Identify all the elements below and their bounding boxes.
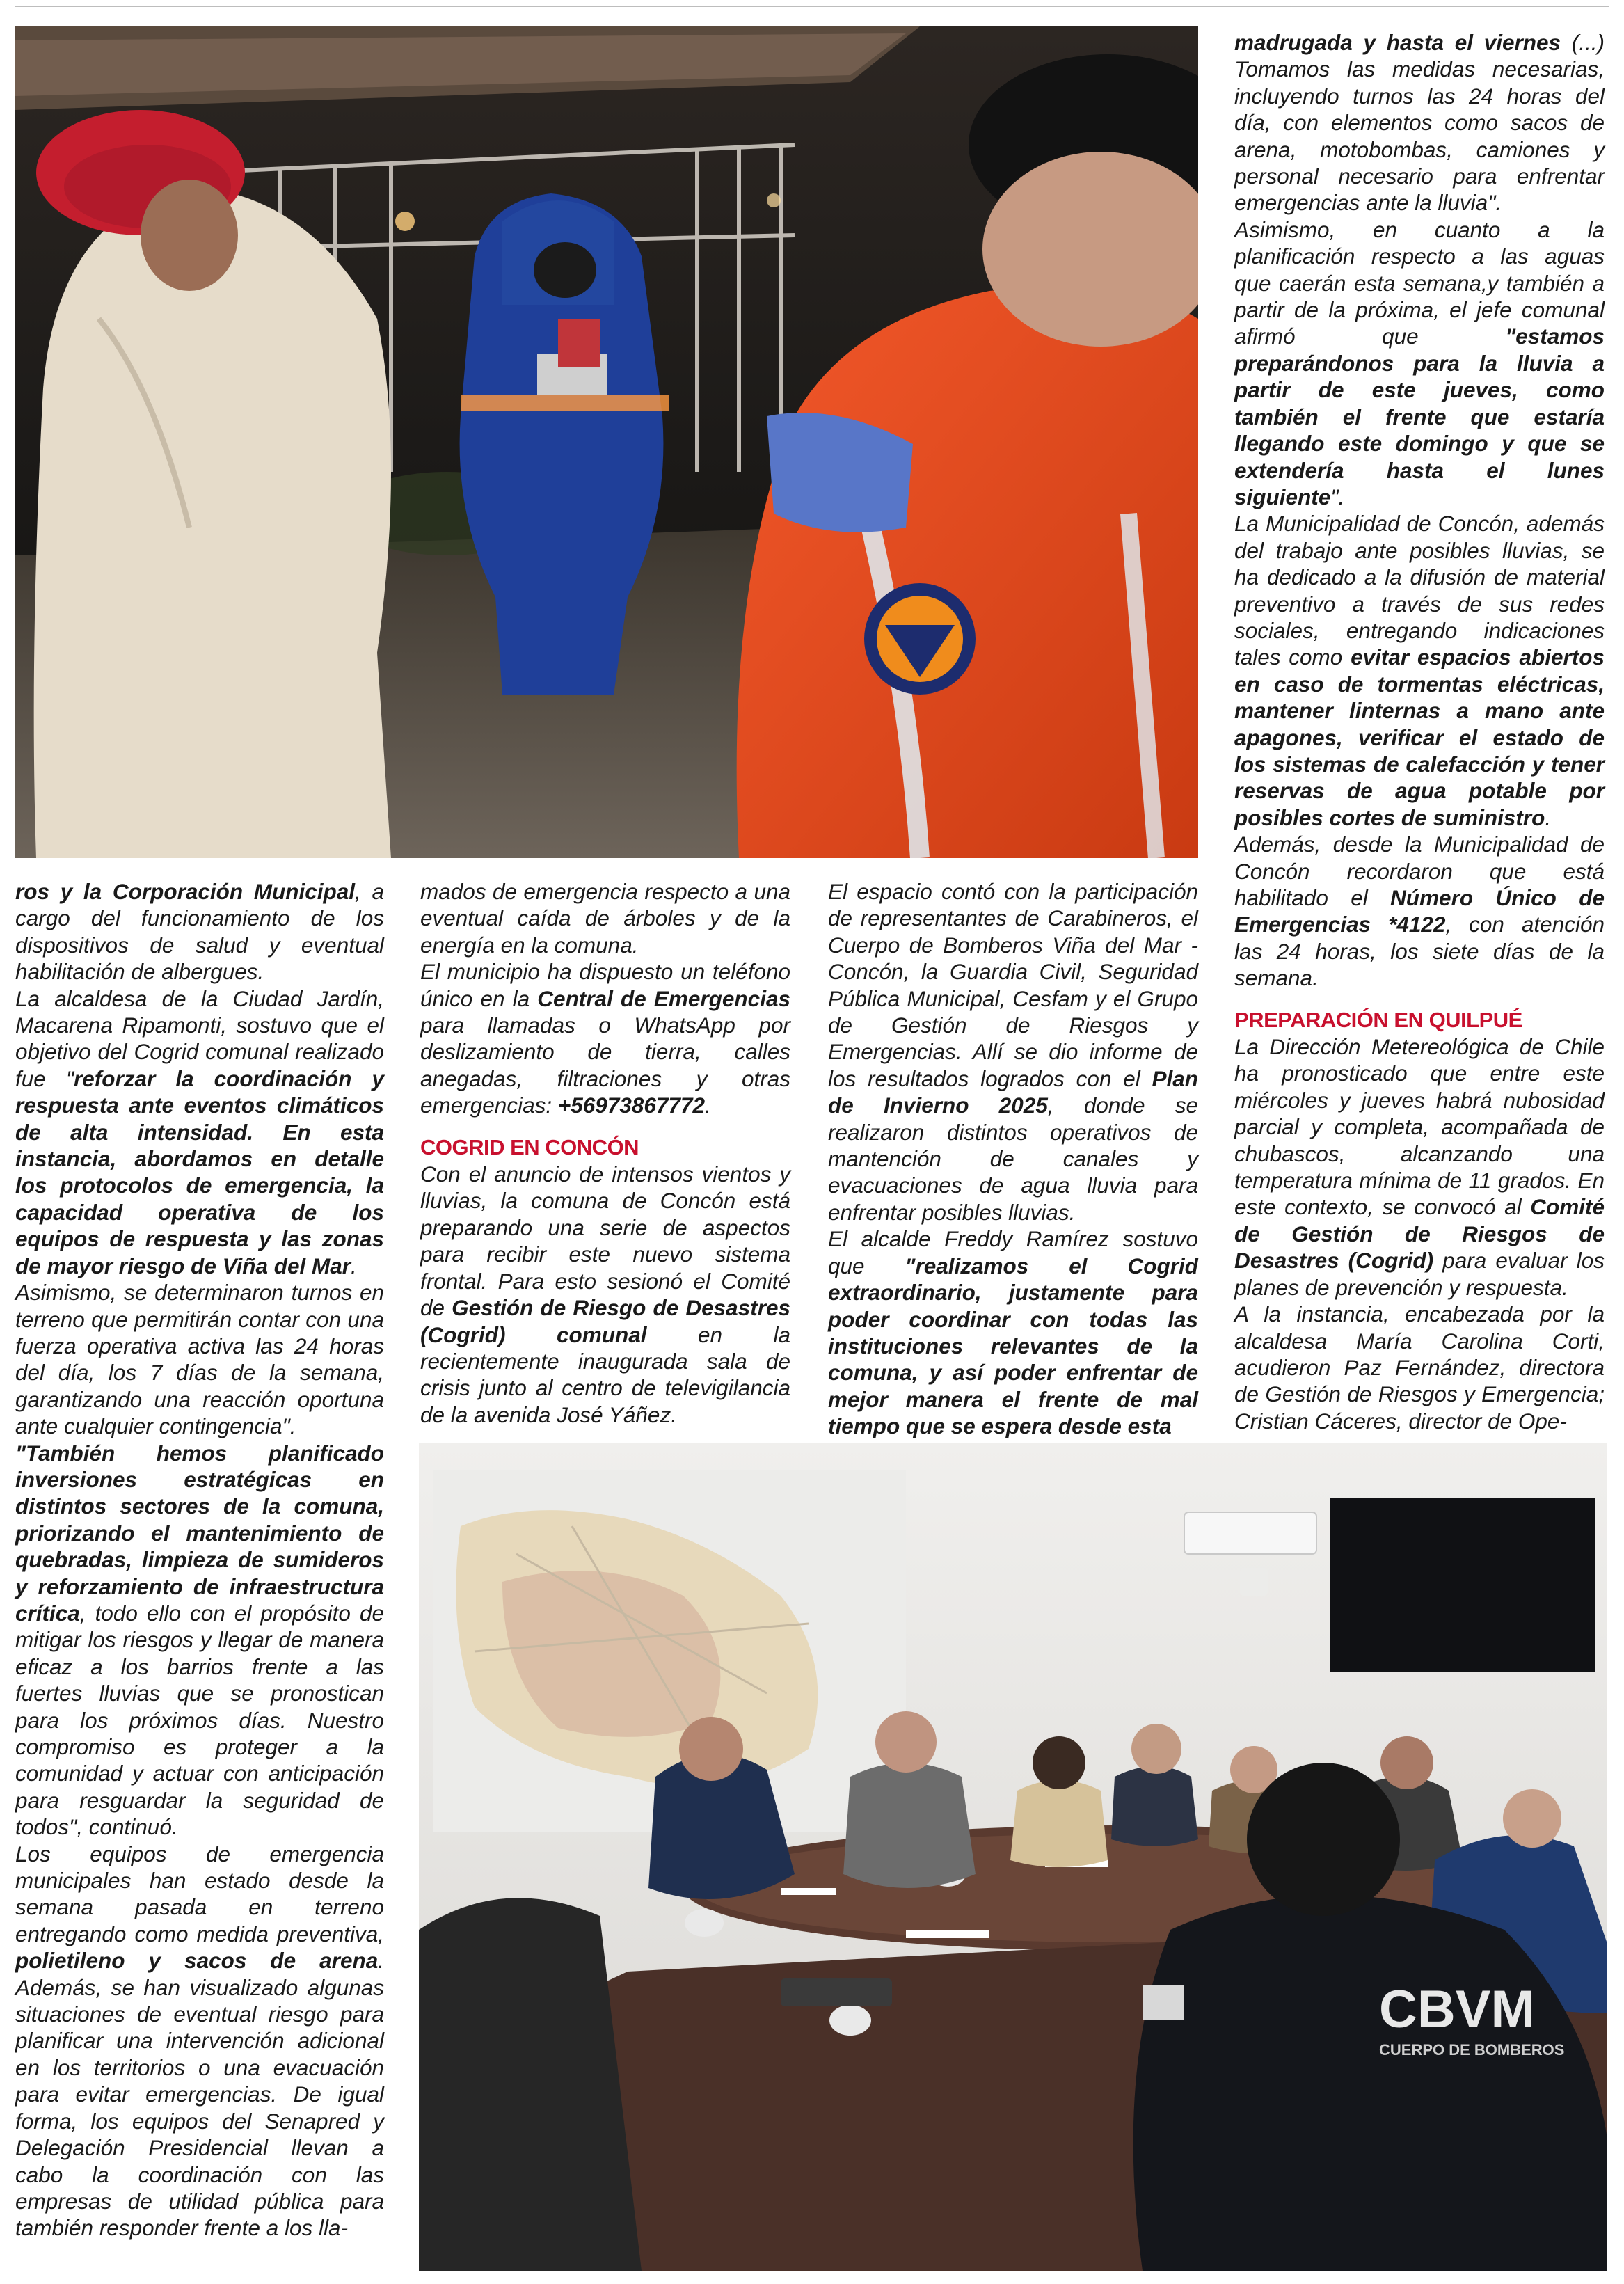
text-run: El municipio ha dispuesto un teléfono único en la [420, 959, 790, 1011]
text-run: , donde se realizaron distintos operativos de mantención de canales y evacuaciones de agua lluvia para enfrentar posibles lluvias. [828, 1093, 1198, 1225]
text-run: , a cargo del funcionamiento de los dispositivos de salud y eventual habilitación de albergues. [15, 879, 384, 985]
jacket-subtext: CUERPO DE BOMBEROS [1379, 2041, 1565, 2059]
bold-run: +56973867772 [557, 1093, 705, 1118]
text-column-1 [15, 878, 384, 2242]
bold-run: Gestión de Riesgo de Desastres (Cogrid) comunal [420, 1295, 791, 1347]
bottom-photo [419, 1443, 1607, 2271]
bold-run: Corporación Municipal [112, 879, 356, 904]
bold-run: Central de Emergencias [537, 985, 790, 1011]
bold-run: "También hemos planificado inversiones estratégicas en distintos sectores de la comuna, priorizando el mantenimiento de quebradas, limpieza de sumideros y reforzamiento de infraestructura crítica [15, 1440, 384, 1626]
paragraph [1234, 216, 1605, 510]
text-run: para evaluar los planes de prevención y respuesta. [1234, 1248, 1605, 1300]
section-heading: PREPARACIÓN EN QUILPUÉ [1234, 1007, 1522, 1032]
text-run: La Municipalidad de Concón, además del trabajo ante posibles lluvias, se ha dedicado a la difusión de material preventivo a través de sus redes sociales, entregando indicaciones tales como [1234, 511, 1605, 670]
bold-run: polietileno y sacos de arena [15, 1948, 379, 1974]
paragraph [15, 985, 384, 1279]
paragraph [1234, 1301, 1605, 1434]
bold-run: evitar espacios abiertos en caso de tormentas eléctricas, mantener linternas a mano ante apagones, verificar el estado de los sistemas de calefacción y tener reservas de agua potable por posibles cortes de suministro [1234, 644, 1605, 830]
paragraph [420, 1161, 790, 1428]
paragraph [420, 958, 790, 1118]
paragraph [1234, 1033, 1605, 1301]
text-column-3 [828, 878, 1198, 1440]
text-run: para llamadas o WhatsApp por deslizamiento de tierra, calles anegadas, filtraciones y otras emergencias: [420, 1013, 790, 1118]
text-run: . Además, se han visualizado algunas situaciones de eventual riesgo para planificar una intervención adicional en los territorios o una evacuación para evitar emergencias. De igual forma, los equipos del Senapred y Delegación Presidencial llevan a cabo la coordinación con las empresas de utilidad pública para también responder frente a los lla- [15, 1948, 384, 2241]
text-run: en la recientemente inaugurada sala de crisis junto al centro de televigilancia de la avenida José Yáñez. [420, 1322, 790, 1427]
text-run: . [704, 1093, 711, 1118]
bottom-photo-illustration [419, 1443, 1607, 2271]
top-photo-illustration [15, 26, 1198, 858]
top-photo [15, 26, 1198, 858]
text-column-4 [1234, 29, 1605, 1434]
text-column-2 [420, 878, 790, 1428]
bold-run: Comité de Gestión de Riesgos de Desastres (Cogrid) [1234, 1194, 1605, 1274]
paragraph [420, 878, 790, 958]
text-run: , todo ello con el propósito de mitigar los riesgos y llegar de manera eficaz a los barrios frente a las fuertes lluvias que se pronostican para los próximos días. Nuestro compromiso es proteger a la comunidad y actuar con anticipación para resguardar la seguridad de todos", continuó. [15, 1600, 384, 1840]
text-run: . [1545, 804, 1552, 830]
paragraph [15, 878, 384, 985]
bold-run: "realizamos el Cogrid extraordinario, justamente para poder coordinar con todas las instituciones relevantes de la comuna, y así poder enfrentar de mejor manera el frente de mal tiempo que se espera desde esta [828, 1253, 1198, 1439]
section-heading: COGRID EN CONCÓN [420, 1134, 639, 1159]
bold-run: madrugada y hasta el viernes [1234, 30, 1561, 55]
text-run: Los equipos de emergencia municipales han estado desde la semana pasada en terreno entregando como medida preventiva, [15, 1841, 384, 1946]
paragraph [1234, 831, 1605, 991]
text-run: mados de emergencia respecto a una eventual caída de árboles y de la energía en la comuna. [420, 879, 790, 958]
text-run: La Dirección Metereológica de Chile ha pronosticado que entre este miércoles y jueves habrá nubosidad parcial y completa, acompañada de chubascos, alcanzando una temperatura mínima de 11 grados. En este contexto, se convocó al [1234, 1034, 1605, 1220]
paragraph [15, 1440, 384, 1841]
bold-run: "estamos preparándonos para la lluvia a partir de este jueves, como también el frente que estaría llegando este domingo y que se extendería hasta el lunes siguiente [1234, 324, 1605, 509]
text-run: Además, desde la Municipalidad de Concón recordaron que está habilitado el [1234, 832, 1605, 910]
bold-run: ros y la [15, 879, 113, 904]
paragraph [15, 1279, 384, 1439]
paragraph [15, 1841, 384, 2242]
text-run: Asimismo, en cuanto a la planificación respecto a las aguas que caerán esta semana,y también a partir de la próxima, el jefe comunal afirmó que [1234, 216, 1605, 349]
paragraph [828, 1226, 1198, 1439]
text-run: El espacio contó con la participación de representantes de Carabineros, el Cuerpo de Bomberos Viña del Mar - Concón, la Guardia Civil, Seguridad Pública Municipal, Cesfam y el Grupo de Gestión de Riesgos y Emergencias. Allí se dio informe de los resultados logrados con el [828, 879, 1198, 1091]
paragraph [1234, 29, 1605, 216]
text-run: El alcalde Freddy Ramírez sostuvo que [828, 1226, 1198, 1278]
text-run: , con atención las 24 horas, los siete días de la semana. [1234, 912, 1605, 991]
text-run: La alcaldesa de la Ciudad Jardín, Macarena Ripamonti, sostuvo que el objetivo del Cogrid comunal realizado fue " [15, 985, 384, 1091]
paragraph [1234, 510, 1605, 831]
text-run: ". [1330, 484, 1345, 509]
bold-run: Plan de Invierno 2025 [828, 1065, 1198, 1118]
text-run: Con el anuncio de intensos vientos y lluvias, la comuna de Concón está preparando una serie de aspectos para recibir este nuevo sistema frontal. Para esto sesionó el Comité de [420, 1161, 790, 1321]
paragraph [828, 878, 1198, 1226]
text-run: Asimismo, se determinaron turnos en terreno que permitirán contar con una fuerza operativa activa las 24 horas del día, los 7 días de la semana, garantizando una reacción oportuna ante cualquier contingencia". [15, 1280, 384, 1439]
text-run: (...) Tomamos las medidas necesarias, incluyendo turnos las 24 horas del día, con elementos como sacos de arena, motobombas, camiones y personal necesario para enfrentar emergencias ante la lluvia". [1234, 30, 1605, 216]
text-run: . [351, 1253, 357, 1278]
text-run: A la instancia, encabezada por la alcaldesa María Carolina Corti, acudieron Paz Fernández, directora de Gestión de Riesgos y Emergencia; Cristian Cáceres, director de Ope- [1234, 1301, 1605, 1434]
bold-run: Número Único de Emergencias *4122 [1234, 885, 1605, 937]
jacket-text: CBVM [1379, 1980, 1535, 2039]
top-rule [15, 6, 1609, 7]
bold-run: reforzar la coordinación y respuesta ante eventos climáticos de alta intensidad. En esta instancia, abordamos en detalle los protocolos de emergencia, la capacidad operativa de los equipos de respuesta y las zonas de mayor riesgo de Viña del Mar [15, 1065, 384, 1278]
